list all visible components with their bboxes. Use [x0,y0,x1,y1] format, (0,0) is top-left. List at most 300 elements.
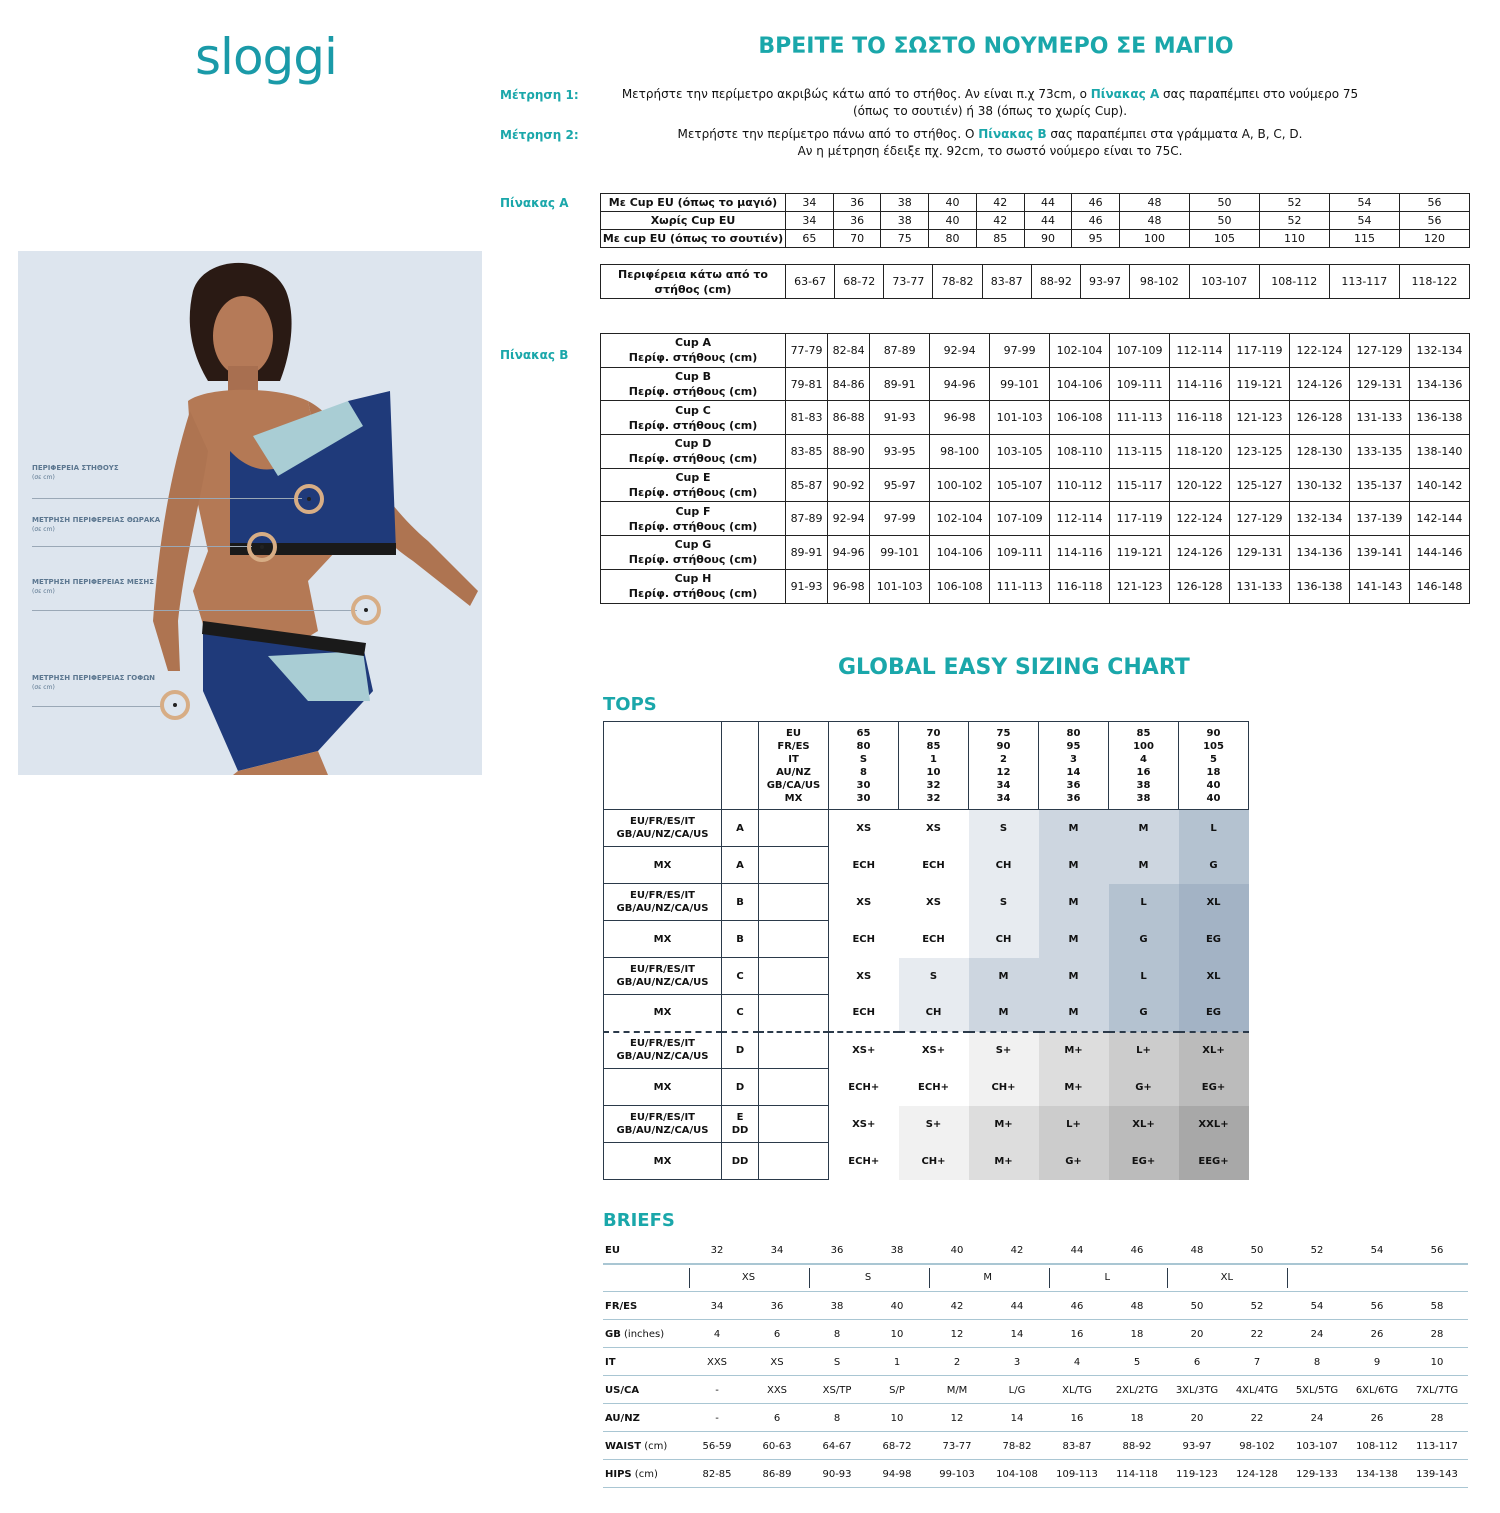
table-cell: 87-89 [870,334,930,368]
brief-cell: 24 [1310,1413,1324,1424]
size-system-label: EU [786,727,801,739]
table-cell: 120 [1399,230,1469,248]
brief-cell: 56-59 [702,1441,732,1452]
size-cell: EG [1179,995,1249,1032]
table-b [600,333,1470,604]
table-cell: 44 [1024,194,1072,212]
table-cell: 122-124 [1289,334,1349,368]
brief-alpha-cell: XS [741,1272,756,1283]
table-row [601,569,1470,603]
table-cell: 36 [833,212,881,230]
cup-sublabel: Περίφ. στήθους (cm) [628,351,758,365]
size-value: 85 [1136,727,1151,739]
table-b-label: Πίνακας Β [500,348,569,362]
size-value: 12 [996,766,1011,778]
region-cell [604,810,722,847]
size-column-header [899,722,969,810]
table-cell: 82-84 [828,334,870,368]
table-cell: 144-146 [1409,536,1469,570]
cup-cell [722,1106,759,1143]
table-cell: 114-116 [1050,536,1110,570]
table-cell: 81-83 [786,401,828,435]
brief-cell: 83-87 [1062,1441,1092,1452]
size-cell: CH+ [969,1069,1039,1106]
row-header [601,334,786,368]
brief-cell: 14 [1010,1329,1024,1340]
table-cell: 48 [1120,212,1190,230]
size-cell: S+ [899,1106,969,1143]
brief-divider [1287,1268,1288,1288]
empty-cell [759,810,829,847]
brief-cell: 109-113 [1056,1469,1098,1480]
cup-sublabel: Περίφ. στήθους (cm) [628,418,758,432]
brief-row [603,1320,1468,1348]
brief-cell: 48 [1130,1301,1144,1312]
table-cell: 130-132 [1289,468,1349,502]
brief-cell: 4 [1073,1357,1081,1368]
table-cell: 98-100 [930,435,990,469]
brief-row-label [605,1469,658,1480]
brief-cell: 82-85 [702,1469,732,1480]
table-cell: 86-88 [828,401,870,435]
tops-title: TOPS [603,694,657,715]
table-cell: 96-98 [930,401,990,435]
size-value: S [859,753,868,765]
brief-row-label [605,1357,616,1368]
size-system-label: FR/ES [777,740,810,752]
size-cell: XS+ [829,1032,899,1069]
size-cell: S+ [969,1032,1039,1069]
table-cell: 99-101 [990,367,1050,401]
table-cell: 75 [881,230,929,248]
size-value: 85 [926,740,941,752]
briefs-title: BRIEFS [603,1210,675,1231]
table-cell: 117-119 [1110,502,1170,536]
brief-cell: 12 [950,1413,964,1424]
row-header [601,569,786,603]
brief-cell: 113-117 [1416,1441,1458,1452]
brief-cell: 3XL/3TG [1175,1385,1219,1396]
brief-cell: S [833,1357,841,1368]
size-cell: XS+ [899,1032,969,1069]
cup-label: Cup E [675,471,711,485]
table-cell: 80 [929,230,977,248]
table-cell: 90-92 [828,468,870,502]
brief-row [603,1376,1468,1404]
size-value: 32 [926,779,941,791]
brief-cell: 22 [1250,1413,1264,1424]
brief-label-text: HIPS [605,1469,632,1480]
table-cell: 113-117 [1329,265,1399,299]
table-cell: 84-86 [828,367,870,401]
brief-cell: 129-133 [1296,1469,1338,1480]
size-cell: XS+ [829,1106,899,1143]
table-cell: 132-134 [1289,502,1349,536]
table-row [601,536,1470,570]
table-cell: 44 [1024,212,1072,230]
brief-cell: 56 [1430,1245,1444,1256]
size-column-header [969,722,1039,810]
region-label: MX [653,1081,672,1093]
brief-alpha-cell: S [864,1272,872,1283]
brief-cell: 8 [1313,1357,1321,1368]
table-cell: 85-87 [786,468,828,502]
table-cell: 48 [1120,194,1190,212]
brief-cell: 73-77 [942,1441,972,1452]
size-cell: S [969,810,1039,847]
table-cell: 118-122 [1399,265,1469,299]
table-cell: 103-107 [1189,265,1259,299]
brief-cell: 5 [1133,1357,1141,1368]
table-cell: 131-133 [1349,401,1409,435]
table-cell: 122-124 [1170,502,1230,536]
cup-label: Cup C [675,403,711,417]
table-cell: 77-79 [786,334,828,368]
brief-cell: 6 [1193,1357,1201,1368]
table-cell: 73-77 [884,265,933,299]
brief-row [603,1432,1468,1460]
size-value: 18 [1206,766,1221,778]
table-cell: 106-108 [1050,401,1110,435]
size-system-labels [759,722,829,810]
table-cell: 119-121 [1230,367,1290,401]
brief-cell: S/P [889,1385,905,1396]
brief-cell: 38 [830,1301,844,1312]
brief-cell: 36 [770,1301,784,1312]
brief-row-alpha [603,1264,1468,1292]
table-cell: 134-136 [1409,367,1469,401]
page-title: ΒΡΕΙΤΕ ΤΟ ΣΩΣΤΟ ΝΟΥΜΕΡΟ ΣΕ ΜΑΓΙΟ [758,34,1234,59]
brief-cell: XXS [766,1385,788,1396]
brief-cell: 2XL/2TG [1115,1385,1159,1396]
size-cell: L+ [1109,1032,1179,1069]
brief-cell: 114-118 [1116,1469,1158,1480]
table-cell: 131-133 [1230,569,1290,603]
brief-cell: 20 [1190,1413,1204,1424]
table-cell: 89-91 [786,536,828,570]
annotation-waist: ΜΕΤΡΗΣΗ ΠΕΡΙΦΕΡΕΙΑΣ ΜΕΣΗΣ (σε cm) [32,578,155,595]
table-cell: 50 [1190,194,1260,212]
size-cell: XS [829,810,899,847]
brief-cell: 28 [1430,1413,1444,1424]
model-photo [18,251,482,775]
brief-row [603,1348,1468,1376]
table-cell: 126-128 [1170,569,1230,603]
brief-cell: 7 [1253,1357,1261,1368]
size-cell: M [969,995,1039,1032]
cup-label: C [736,970,744,982]
brief-row-label [605,1329,664,1340]
cup-label: Cup G [674,538,712,552]
table-cell: 133-135 [1349,435,1409,469]
brief-cell: 5XL/5TG [1295,1385,1339,1396]
brief-cell: 42 [1010,1245,1024,1256]
table-cell: 112-114 [1170,334,1230,368]
table-cell: 124-126 [1170,536,1230,570]
tops-row [604,1069,1249,1106]
size-cell: M [1039,810,1109,847]
size-cell: ECH [899,847,969,884]
table-cell: 42 [976,212,1024,230]
table-cell: 94-96 [930,367,990,401]
brief-cell: 90-93 [822,1469,852,1480]
size-cell: G [1109,995,1179,1032]
table-cell: 118-120 [1170,435,1230,469]
brief-cell: 38 [890,1245,904,1256]
brief-cell: 16 [1070,1413,1084,1424]
table-cell: 99-101 [870,536,930,570]
region-cell [604,884,722,921]
size-value: 3 [1070,753,1077,765]
region-label: EU/FR/ES/IT [629,816,695,827]
table-cell: 113-115 [1110,435,1170,469]
table-cell: 129-131 [1230,536,1290,570]
brief-label-text: US/CA [605,1385,640,1396]
size-value: 40 [1206,779,1221,791]
cup-label: A [736,822,744,834]
table-cell: 135-137 [1349,468,1409,502]
size-cell: ECH [829,921,899,958]
region-label: MX [653,1155,672,1167]
brief-label-unit: (cm) [641,1441,668,1452]
table-cell: 52 [1260,194,1330,212]
brief-row [603,1404,1468,1432]
size-value: 34 [996,779,1011,791]
table-row [601,334,1470,368]
table-cell: 38 [881,194,929,212]
size-cell: M [1039,958,1109,995]
tops-row [604,1032,1249,1069]
table-row [601,265,1470,299]
model-illustration [18,251,482,775]
table-row [601,401,1470,435]
cup-label: Cup D [674,437,712,451]
size-system-label: MX [784,792,803,804]
region-label: GB/AU/NZ/CA/US [616,977,709,988]
size-value: 105 [1203,740,1224,752]
table-cell: 127-129 [1349,334,1409,368]
table-cell: 40 [929,212,977,230]
size-cell: XL [1179,884,1249,921]
size-cell: M [1109,810,1179,847]
brief-cell: 8 [833,1413,841,1424]
empty-cell [759,1143,829,1180]
brief-cell: 50 [1190,1301,1204,1312]
size-value: 90 [1206,727,1221,739]
cup-sublabel: Περίφ. στήθους (cm) [628,486,758,500]
region-label: MX [653,933,672,945]
empty-cell [759,1069,829,1106]
table-a-underbust [600,264,1470,299]
table-cell: 92-94 [930,334,990,368]
corner-cell [722,722,759,810]
brief-cell: XS [770,1357,784,1368]
brief-cell: 48 [1190,1245,1204,1256]
size-cell: EEG+ [1179,1143,1249,1180]
region-cell [604,921,722,958]
size-value: 5 [1210,753,1217,765]
chest-marker-ring [247,532,277,562]
size-value: 14 [1066,766,1081,778]
table-cell: 46 [1072,194,1120,212]
brief-cell: XS/TP [822,1385,852,1396]
table-cell: 68-72 [835,265,884,299]
table-cell: 54 [1329,194,1399,212]
size-cell: G+ [1109,1069,1179,1106]
table-cell: 132-134 [1409,334,1469,368]
table-cell: 54 [1329,212,1399,230]
empty-cell [759,1106,829,1143]
brief-row-label [605,1301,637,1312]
brand-logo-text: sloggi [195,28,337,86]
brief-cell: 94-98 [882,1469,912,1480]
size-cell: XS [899,810,969,847]
size-cell: ECH+ [899,1069,969,1106]
brief-cell: 36 [830,1245,844,1256]
table-cell: 120-122 [1170,468,1230,502]
size-value: 8 [860,766,867,778]
table-cell: 121-123 [1230,401,1290,435]
brief-label-text: IT [605,1357,616,1368]
size-cell: XL [1179,958,1249,995]
table-cell: 115-117 [1110,468,1170,502]
global-sizing-title: GLOBAL EASY SIZING CHART [838,655,1190,680]
size-cell: EG [1179,921,1249,958]
size-cell: ECH [829,995,899,1032]
table-a-label: Πίνακας Α [500,196,569,210]
region-label: GB/AU/NZ/CA/US [616,903,709,914]
row-header [601,536,786,570]
size-value: 90 [996,740,1011,752]
size-cell: L+ [1039,1106,1109,1143]
brief-cell: XL/TG [1062,1385,1092,1396]
table-cell: 121-123 [1110,569,1170,603]
region-cell [604,1032,722,1069]
size-system-label: AU/NZ [776,766,811,778]
cup-label: B [736,933,744,945]
brief-row-eu [603,1236,1468,1264]
brief-cell: 103-107 [1296,1441,1338,1452]
table-cell: 56 [1399,194,1469,212]
region-cell [604,958,722,995]
table-a [600,193,1470,248]
brief-label-text: GB [605,1329,621,1340]
brief-cell: XXS [706,1357,728,1368]
size-cell: CH [969,921,1039,958]
brief-cell: 6XL/6TG [1355,1385,1399,1396]
table-cell: 46 [1072,212,1120,230]
brief-cell: 88-92 [1122,1441,1152,1452]
brief-cell: 26 [1370,1329,1384,1340]
tops-row [604,884,1249,921]
brief-cell: 34 [710,1301,724,1312]
table-cell: 134-136 [1289,536,1349,570]
cup-label: Cup H [674,572,712,586]
cup-sublabel: Περίφ. στήθους (cm) [628,452,758,466]
size-system-label: IT [788,753,799,765]
size-cell: M+ [969,1106,1039,1143]
tops-row [604,921,1249,958]
cup-cell [722,958,759,995]
size-value: 36 [1066,792,1081,804]
table-cell: 96-98 [828,569,870,603]
brief-alpha-cell: XL [1220,1272,1234,1283]
size-cell: ECH [899,921,969,958]
annotation-line [32,546,252,547]
cup-label: E [736,1112,744,1123]
size-cell: M [1039,847,1109,884]
table-cell: 79-81 [786,367,828,401]
measure1-text: Μετρήστε την περίμετρο ακριβώς κάτω από το στήθος. Αν είναι π.χ 73cm, ο Πίνακας Α σας παραπέμπει στο νούμερο 75 (όπως το σουτιέν) ή 38 (όπως το χωρίς Cup). [621,87,1359,118]
table-cell: 116-118 [1050,569,1110,603]
brief-label-text: FR/ES [605,1301,638,1312]
size-cell: EG+ [1179,1069,1249,1106]
brief-cell: 16 [1070,1329,1084,1340]
table-cell: 100-102 [930,468,990,502]
size-cell: M [1109,847,1179,884]
table-cell: 108-110 [1050,435,1110,469]
tops-row [604,995,1249,1032]
table-cell: 95 [1072,230,1120,248]
table-cell: 56 [1399,212,1469,230]
size-cell: L [1179,810,1249,847]
row-header [601,367,786,401]
table-cell: 78-82 [933,265,982,299]
table-cell: 92-94 [828,502,870,536]
annotation-bust: ΠΕΡΙΦΕΡΕΙΑ ΣΤΗΘΟΥΣ (σε cm) [32,464,119,481]
brief-cell: 42 [950,1301,964,1312]
table-cell: 123-125 [1230,435,1290,469]
size-value: 16 [1136,766,1151,778]
empty-cell [759,847,829,884]
size-cell: M+ [1039,1069,1109,1106]
region-cell [604,1106,722,1143]
table-cell: 87-89 [786,502,828,536]
cup-cell [722,810,759,847]
region-label: MX [653,859,672,871]
cup-label: Cup B [675,370,711,384]
size-cell: M [1039,884,1109,921]
brief-cell: 22 [1250,1329,1264,1340]
table-cell: 142-144 [1409,502,1469,536]
table-row [601,367,1470,401]
brief-cell: 44 [1010,1301,1024,1312]
brief-cell: 99-103 [939,1469,975,1480]
table-cell: 85 [976,230,1024,248]
table-cell: 141-143 [1349,569,1409,603]
table-cell: 126-128 [1289,401,1349,435]
tops-row [604,1106,1249,1143]
brief-cell: 46 [1070,1301,1084,1312]
table-cell: 94-96 [828,536,870,570]
table-cell: 112-114 [1050,502,1110,536]
table-cell: 90 [1024,230,1072,248]
size-value: 70 [926,727,941,739]
size-cell: M+ [969,1143,1039,1180]
table-row [601,212,1470,230]
row-header [601,401,786,435]
empty-cell [759,884,829,921]
size-value: 34 [996,792,1011,804]
size-cell: L [1109,958,1179,995]
cup-label: A [736,859,744,871]
table-cell: 52 [1260,212,1330,230]
size-value: 65 [856,727,871,739]
brief-row [603,1292,1468,1320]
brief-alpha-cell: L [1104,1272,1111,1283]
table-row [601,502,1470,536]
table-cell: 119-121 [1110,536,1170,570]
